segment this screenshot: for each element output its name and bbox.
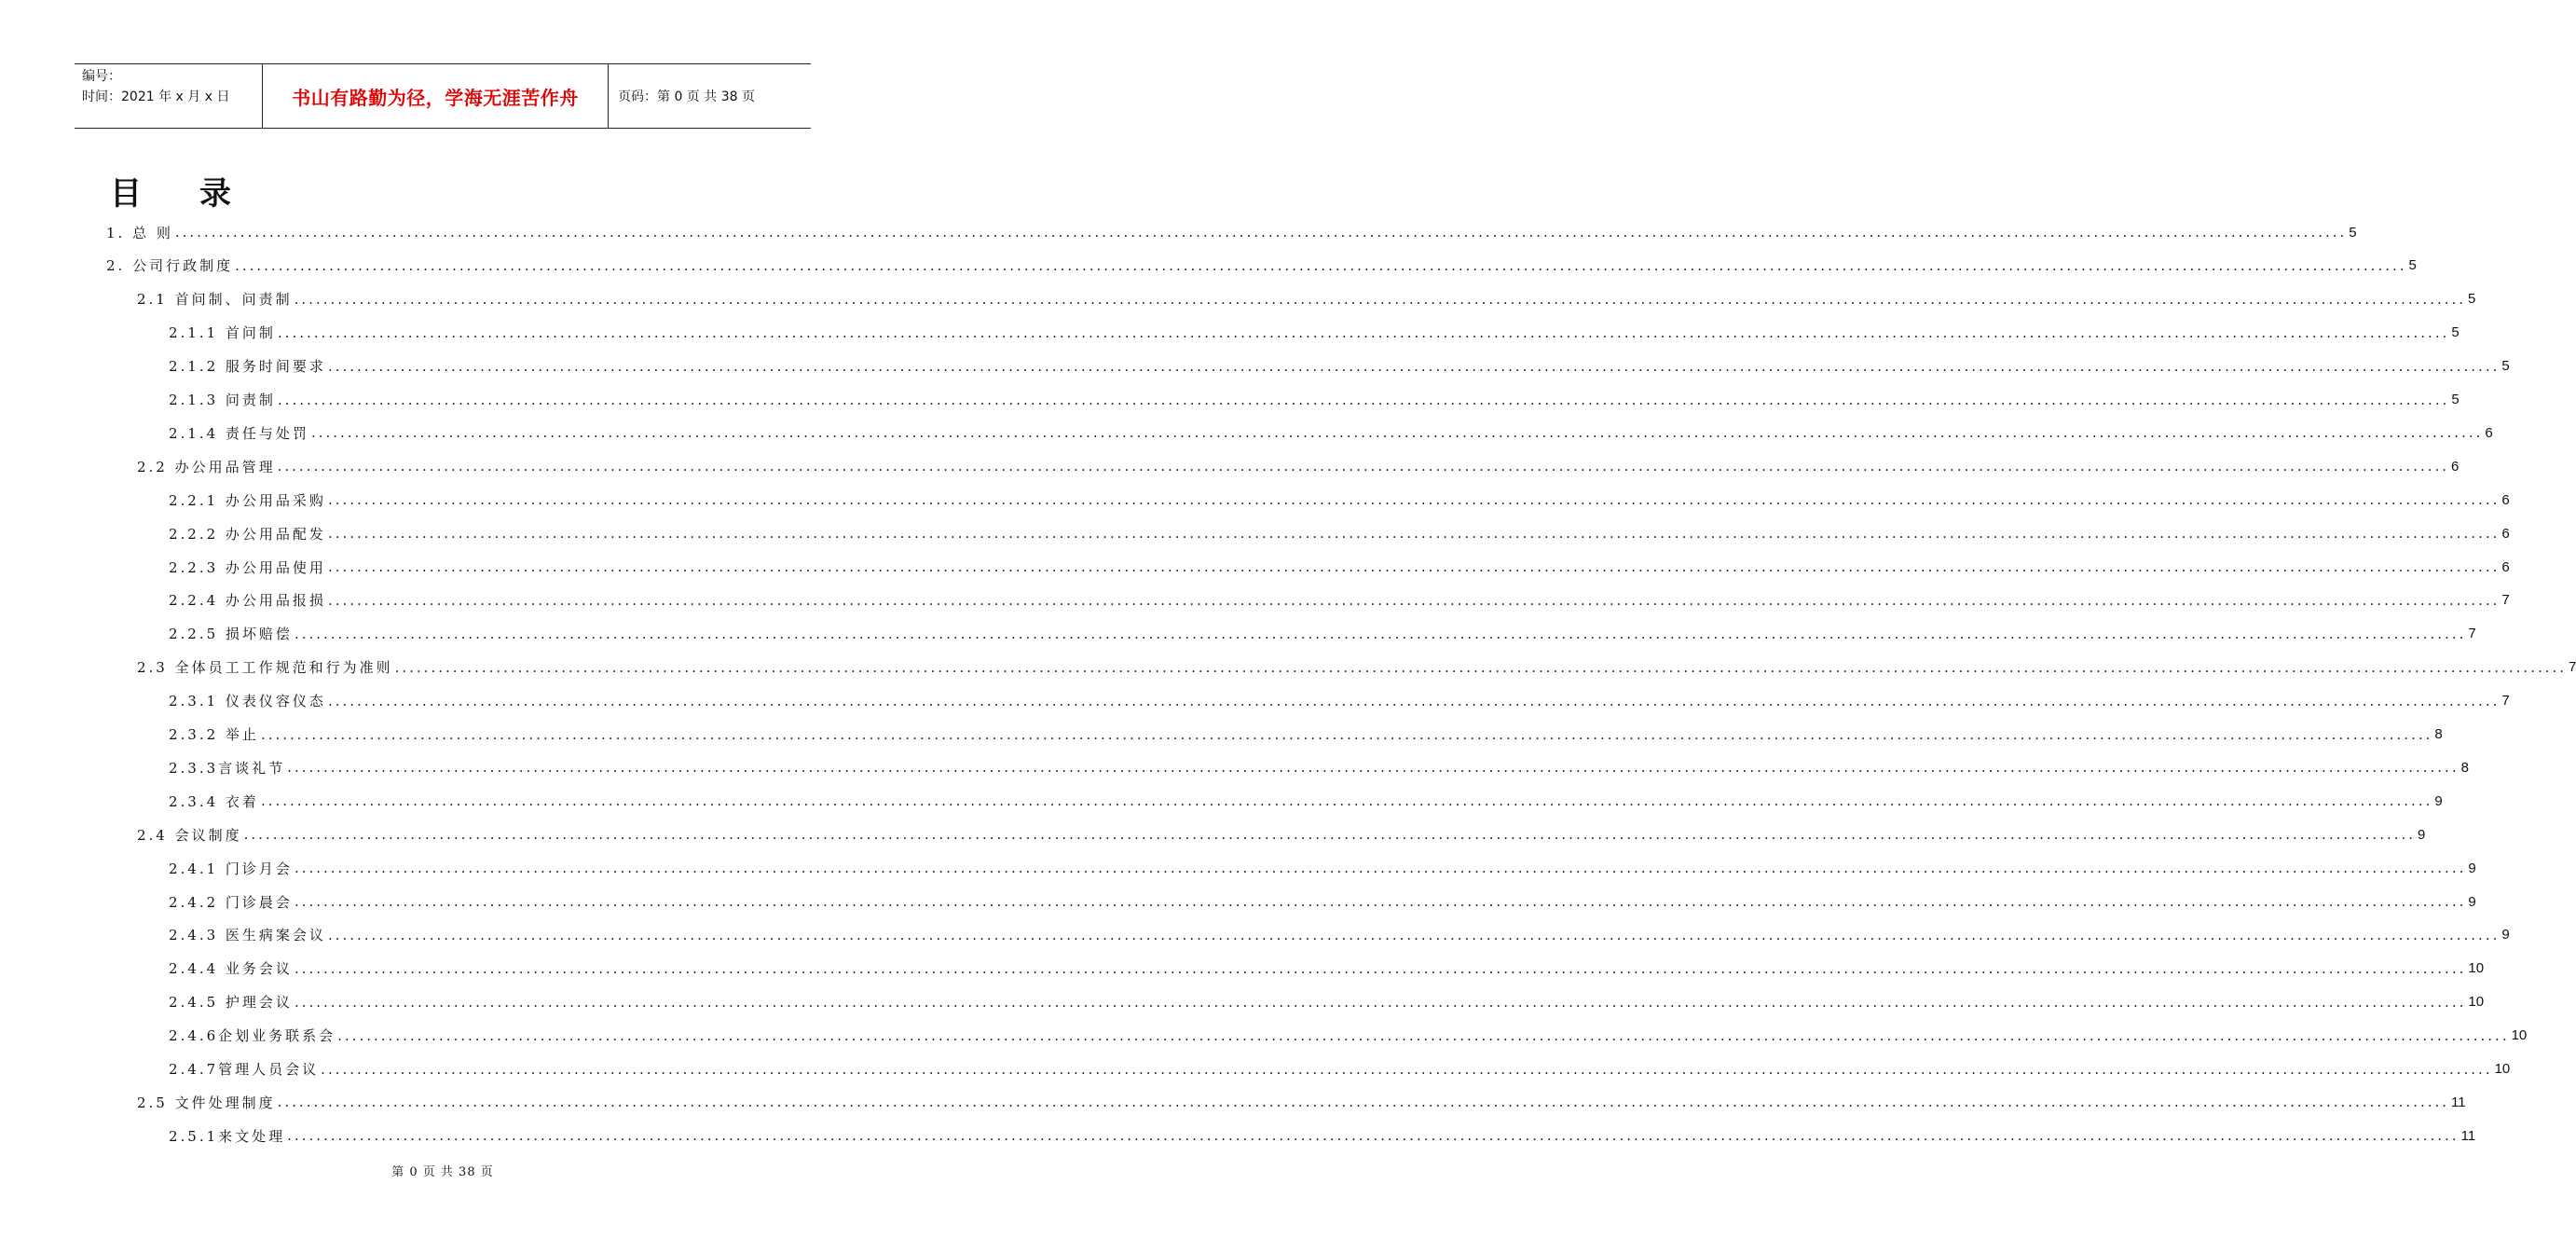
toc-entry[interactable]	[169, 416, 2493, 449]
toc-entry-page: 6	[2485, 424, 2493, 441]
toc-entry[interactable]	[169, 750, 2469, 784]
toc-entry-page: 9	[2468, 860, 2476, 876]
toc-entry-page: 5	[2451, 324, 2460, 341]
toc-leader-dots: ............................................................................................................................................................................................................................................................................................................	[294, 860, 2467, 877]
toc-entry[interactable]	[169, 952, 2485, 985]
toc-entry-label: 2.1.4 责任与处罚	[169, 424, 309, 442]
toc-entry[interactable]	[169, 483, 2510, 516]
toc-entry[interactable]	[169, 617, 2476, 651]
toc-entry[interactable]	[137, 282, 2476, 316]
toc-entry-label: 2.4 会议制度	[137, 826, 242, 844]
toc-entry-page: 8	[2434, 726, 2443, 742]
toc-entry-label: 2.2 办公用品管理	[137, 458, 276, 475]
toc-leader-dots: ............................................................................................................................................................................................................................................................................................................	[277, 458, 2450, 475]
toc-entry-page: 10	[2468, 994, 2485, 1011]
toc-entry[interactable]	[169, 718, 2443, 751]
toc-leader-dots: ............................................................................................................................................................................................................................................................................................................	[235, 256, 2407, 274]
toc-entry-page: 8	[2460, 759, 2469, 776]
toc-leader-dots: ............................................................................................................................................................................................................................................................................................................	[294, 893, 2467, 910]
toc-entry[interactable]	[169, 584, 2510, 617]
toc-entry-page: 5	[2451, 392, 2460, 407]
toc-entry[interactable]	[169, 316, 2460, 350]
toc-entry-page: 7	[2468, 626, 2476, 642]
toc-entry-page: 7	[2569, 659, 2576, 676]
toc-entry-page: 10	[2494, 1061, 2511, 1077]
toc-entry-page: 11	[2451, 1094, 2466, 1110]
toc-leader-dots: ............................................................................................................................................................................................................................................................................................................	[260, 792, 2433, 810]
toc-entry-label: 2.3.2 举止	[169, 726, 259, 743]
toc-leader-dots: ............................................................................................................................................................................................................................................................................................................	[260, 725, 2433, 743]
toc-entry-label: 2.3.3言谈礼节	[169, 759, 286, 777]
toc-entry-page: 5	[2408, 257, 2417, 274]
toc-leader-dots: ............................................................................................................................................................................................................................................................................................................	[277, 1094, 2450, 1111]
toc-entry-label: 2.2.3 办公用品使用	[169, 558, 326, 576]
toc-entry[interactable]	[169, 885, 2476, 918]
toc-leader-dots: ............................................................................................................................................................................................................................................................................................................	[321, 1060, 2493, 1078]
toc-entry-label: 2.1 首问制、问责制	[137, 291, 293, 309]
toc-entry-label: 2.4.5 护理会议	[169, 994, 293, 1012]
toc-entry-page: 10	[2511, 1027, 2528, 1044]
toc-entry-page: 9	[2468, 893, 2476, 910]
page-footer: 第 0 页 共 38 页	[391, 1165, 494, 1179]
toc-entry[interactable]	[169, 784, 2443, 818]
toc-entry-label: 2.1.2 服务时间要求	[169, 358, 326, 376]
toc-entry-label: 2.4.2 门诊晨会	[169, 893, 293, 911]
page-header	[75, 63, 811, 129]
toc-entry-label: 2.5 文件处理制度	[137, 1094, 276, 1111]
toc-entry-label: 2.5.1来文处理	[169, 1127, 286, 1145]
toc-entry[interactable]	[137, 651, 2576, 684]
toc-entry[interactable]	[169, 918, 2510, 952]
toc-entry-label: 2.1.3 问责制	[169, 392, 276, 408]
toc-entry-page: 9	[2501, 927, 2510, 943]
toc-entry[interactable]	[137, 818, 2426, 851]
toc-entry[interactable]	[106, 249, 2417, 282]
toc-entry-label: 2.3.1 仪表仪容仪态	[169, 693, 326, 710]
toc-leader-dots: ............................................................................................................................................................................................................................................................................................................	[327, 357, 2501, 375]
header-time-label: 时间：2021 年 x 月 x 日	[82, 90, 230, 104]
toc-entry-label: 2.4.3 医生病案会议	[169, 927, 326, 944]
toc-leader-dots: ............................................................................................................................................................................................................................................................................................................	[277, 324, 2450, 341]
toc-title	[110, 168, 231, 213]
toc-entry-label: 2.4.4 业务会议	[169, 960, 293, 978]
toc-entry-page: 10	[2468, 960, 2485, 977]
toc-entry-label: 2.3 全体员工工作规范和行为准则	[137, 659, 393, 677]
toc-leader-dots: ............................................................................................................................................................................................................................................................................................................	[243, 826, 2417, 844]
toc-leader-dots: ............................................................................................................................................................................................................................................................................................................	[294, 625, 2467, 642]
toc-entry[interactable]	[106, 215, 2357, 249]
toc-entry-page: 9	[2434, 792, 2443, 809]
toc-entry-label: 2.4.6企划业务联系会	[169, 1027, 336, 1045]
toc-leader-dots: ............................................................................................................................................................................................................................................................................................................	[294, 959, 2467, 977]
toc-leader-dots: ............................................................................................................................................................................................................................................................................................................	[394, 658, 2568, 676]
toc-leader-dots: ............................................................................................................................................................................................................................................................................................................	[327, 525, 2501, 543]
toc-entry-label: 2.2.5 损坏赔偿	[169, 626, 293, 643]
header-number-label: 编号：	[82, 69, 121, 84]
toc-entry-label: 2.4.7管理人员会议	[169, 1061, 320, 1078]
toc-leader-dots: ............................................................................................................................................................................................................................................................................................................	[294, 290, 2467, 308]
toc-entry-page: 5	[2501, 358, 2510, 375]
toc-entry[interactable]	[169, 1019, 2528, 1053]
toc-entry[interactable]	[169, 350, 2510, 383]
toc-leader-dots: ............................................................................................................................................................................................................................................................................................................	[287, 759, 2460, 777]
header-page-info: 页码：第 0 页 共 38 页	[618, 90, 755, 104]
toc-entry-page: 6	[2501, 525, 2510, 542]
toc-title-char-1: 目	[110, 175, 142, 213]
toc-entry-label: 2.1.1 首问制	[169, 324, 276, 342]
toc-entry[interactable]	[137, 1085, 2466, 1119]
toc-entry-page: 7	[2501, 592, 2510, 609]
toc-entry[interactable]	[169, 1119, 2476, 1152]
toc-leader-dots: ............................................................................................................................................................................................................................................................................................................	[277, 391, 2450, 408]
toc-entry[interactable]	[169, 550, 2510, 584]
toc-leader-dots: ............................................................................................................................................................................................................................................................................................................	[327, 491, 2501, 509]
toc-entry-page: 6	[2501, 491, 2510, 508]
toc-entry-label: 2.2.2 办公用品配发	[169, 525, 326, 543]
toc-leader-dots: ............................................................................................................................................................................................................................................................................................................	[337, 1026, 2510, 1044]
toc-entry[interactable]	[169, 1053, 2511, 1086]
toc-entry-label: 2. 公司行政制度	[106, 257, 234, 275]
toc-leader-dots: ............................................................................................................................................................................................................................................................................................................	[327, 692, 2501, 709]
toc-leader-dots: ............................................................................................................................................................................................................................................................................................................	[327, 591, 2501, 609]
toc-entry-page: 11	[2460, 1127, 2476, 1144]
toc-entry-page: 6	[2451, 458, 2460, 475]
toc-leader-dots: ............................................................................................................................................................................................................................................................................................................	[310, 424, 2484, 442]
toc-entry-label: 2.2.1 办公用品采购	[169, 491, 326, 509]
toc-entry-page: 5	[2349, 224, 2357, 241]
toc-entry[interactable]	[169, 851, 2476, 885]
toc-entry[interactable]	[169, 684, 2510, 718]
toc-entry-label: 2.4.1 门诊月会	[169, 860, 293, 877]
toc-entry[interactable]	[169, 383, 2460, 417]
toc-entry-page: 7	[2501, 693, 2510, 709]
header-meta	[75, 64, 263, 128]
header-motto: 书山有路勤为径，学海无涯苦作舟	[263, 64, 609, 128]
toc-leader-dots: ............................................................................................................................................................................................................................................................................................................	[294, 993, 2467, 1011]
toc-entry-label: 2.2.4 办公用品报损	[169, 592, 326, 610]
toc-entry-label: 2.3.4 衣着	[169, 792, 259, 810]
toc-entry-label: 1. 总 则	[106, 224, 173, 241]
toc-entry-page: 6	[2501, 558, 2510, 575]
toc-entry-page: 5	[2468, 291, 2476, 308]
toc-entry[interactable]	[169, 985, 2485, 1019]
toc-title-char-2: 录	[199, 175, 231, 213]
toc-entry[interactable]	[137, 449, 2460, 483]
toc-entry-page: 9	[2418, 826, 2426, 843]
toc-leader-dots: ............................................................................................................................................................................................................................................................................................................	[327, 926, 2501, 943]
toc-leader-dots: ............................................................................................................................................................................................................................................................................................................	[174, 224, 2348, 241]
toc-leader-dots: ............................................................................................................................................................................................................................................................................................................	[287, 1127, 2460, 1145]
toc-entry[interactable]	[169, 516, 2510, 550]
toc-leader-dots: ............................................................................................................................................................................................................................................................................................................	[327, 558, 2501, 575]
